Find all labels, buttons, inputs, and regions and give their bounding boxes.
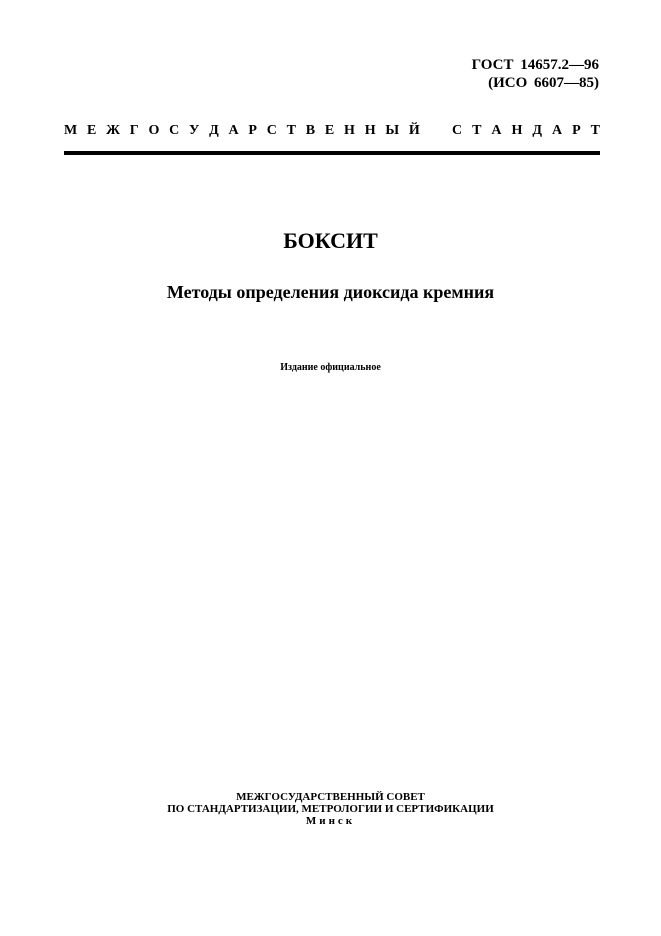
header-letter: О — [148, 123, 160, 138]
header-letter: М — [64, 123, 78, 138]
iso-number: (ИСО 6607—85) — [488, 75, 599, 91]
header-letter: Р — [248, 123, 257, 138]
header-word-standard — [452, 123, 600, 139]
header-letter: Р — [572, 123, 581, 138]
header-word-interstate — [64, 123, 420, 139]
header-letter: А — [228, 123, 239, 138]
header-letter: Й — [408, 123, 420, 138]
header-letter: Е — [324, 123, 335, 138]
publisher-city: Минск — [305, 815, 356, 827]
header-letter: Н — [344, 123, 355, 138]
header-letter: Д — [532, 123, 542, 138]
header-letter: Т — [286, 123, 297, 138]
header-letter: Н — [364, 123, 376, 138]
header-letter: Ы — [385, 123, 400, 138]
header-letter: С — [169, 123, 180, 138]
standard-designation — [472, 56, 599, 92]
header-divider — [64, 151, 600, 155]
header-letter: Д — [209, 123, 219, 138]
document-title: БОКСИТ — [283, 228, 378, 253]
header-letter: У — [189, 123, 200, 138]
publisher-line-2: ПО СТАНДАРТИЗАЦИИ, МЕТРОЛОГИИ И СЕРТИФИКАЦИИ — [167, 803, 494, 815]
header-letter: Т — [590, 123, 600, 138]
edition-note: Издание официальное — [280, 362, 381, 373]
header-letter: В — [305, 123, 316, 138]
publisher-line-1: МЕЖГОСУДАРСТВЕННЫЙ СОВЕТ — [236, 791, 425, 803]
header-letter: С — [452, 123, 463, 138]
header-letter: Г — [129, 123, 139, 138]
header-letter: А — [551, 123, 563, 138]
header-letter: Т — [472, 123, 482, 138]
header-letter: А — [491, 123, 502, 138]
header-letter: С — [266, 123, 277, 138]
document-subtitle: Методы определения диоксида кремния — [166, 282, 495, 302]
interstate-standard-header — [64, 123, 600, 139]
header-letter: Н — [511, 123, 523, 138]
header-letter: Е — [87, 123, 97, 138]
header-letter: Ж — [106, 123, 120, 138]
gost-number: ГОСТ 14657.2—96 — [471, 57, 599, 73]
publisher-block — [0, 791, 661, 827]
